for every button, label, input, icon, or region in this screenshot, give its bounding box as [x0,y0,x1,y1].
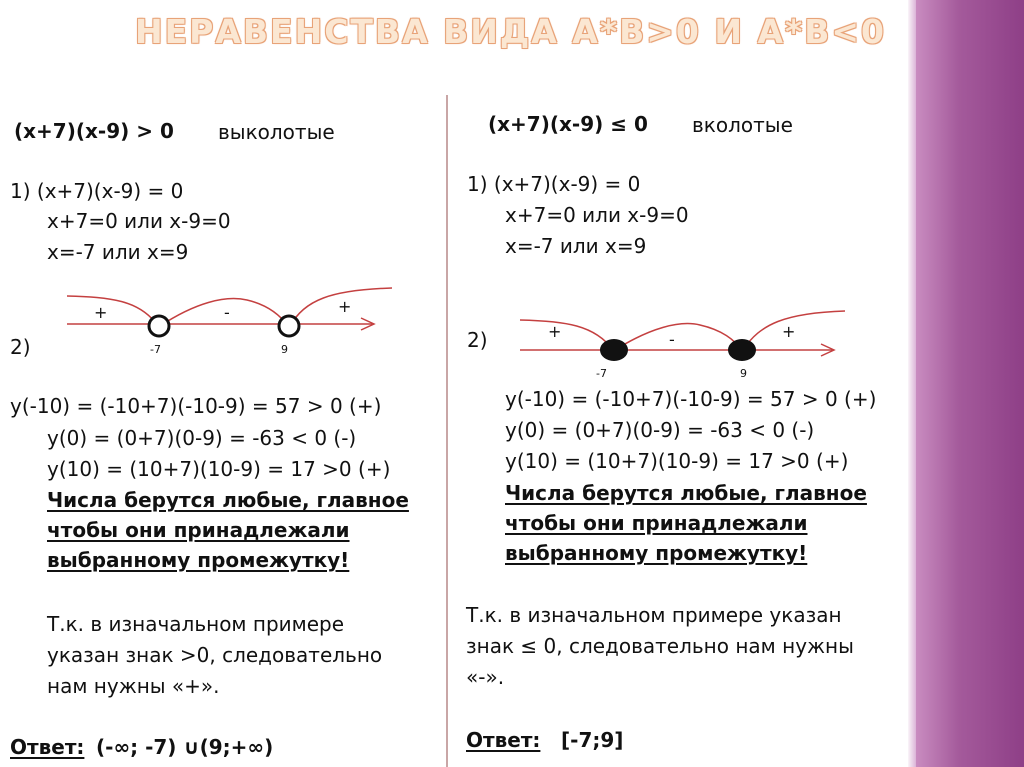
left-point-type: выколотые [218,120,335,144]
left-answer-label: Ответ: [10,735,85,759]
right-sign-plus-1: + [548,322,562,341]
left-conclusion-line-2: указан знак >0, следовательно [47,643,383,667]
right-check-1: y(-10) = (-10+7)(-10-9) = 57 > 0 (+) [505,387,877,411]
right-check-3: y(10) = (10+7)(10-9) = 17 >0 (+) [505,449,849,473]
right-note-line-1: Числа берутся любые, главное [505,481,867,505]
right-note-line-3: выбранному промежутку! [505,541,808,565]
right-closed-point-9 [728,339,756,361]
right-sign-arc-2 [615,324,741,350]
left-step1-roots: x=-7 или x=9 [47,240,189,264]
left-step2-label: 2) [10,335,31,359]
left-point-label-9: 9 [281,343,288,356]
left-note-line-3: выбранному промежутку! [47,548,350,572]
left-sign-plus-2: + [338,297,352,316]
right-sign-minus: - [669,330,675,349]
right-conclusion-line-2: знак ≤ 0, следовательно нам нужны [466,634,854,658]
left-conclusion-line-3: нам нужны «+». [47,674,220,698]
right-point-type: вколотые [692,113,793,137]
left-check-3: y(10) = (10+7)(10-9) = 17 >0 (+) [47,457,391,481]
left-step1-equation: 1) (x+7)(x-9) = 0 [10,179,184,203]
right-conclusion-line-3: «-». [466,665,505,689]
right-inequality: (x+7)(x-9) ≤ 0 [488,112,648,136]
left-point-label-minus7: -7 [150,343,161,356]
left-check-1: y(-10) = (-10+7)(-10-9) = 57 > 0 (+) [10,394,382,418]
left-inequality: (x+7)(x-9) > 0 [14,119,174,143]
left-step1-factors: x+7=0 или x-9=0 [47,209,231,233]
right-step1-roots: x=-7 или x=9 [505,234,647,258]
slide-title: НЕРАВЕНСТВА ВИДА A*B>0 И A*B<0 [135,12,887,51]
right-sign-arc-1 [520,320,613,350]
right-note-line-2: чтобы они принадлежали [505,511,808,535]
left-note-line-2: чтобы они принадлежали [47,518,350,542]
right-point-label-9: 9 [740,367,747,380]
right-step1-equation: 1) (x+7)(x-9) = 0 [467,172,641,196]
right-conclusion-line-1: Т.к. в изначальном примере указан [466,603,842,627]
left-check-2: y(0) = (0+7)(0-9) = -63 < 0 (-) [47,426,357,450]
right-sign-plus-2: + [782,322,796,341]
right-point-label-minus7: -7 [596,367,607,380]
right-closed-point-minus7 [600,339,628,361]
left-answer-value: (-∞; -7) ∪(9;+∞) [96,735,274,759]
left-note-line-1: Числа берутся любые, главное [47,488,409,512]
left-conclusion-line-1: Т.к. в изначальном примере [47,612,345,636]
right-answer-value: [-7;9] [561,728,624,752]
right-step2-label: 2) [467,328,488,352]
right-check-2: y(0) = (0+7)(0-9) = -63 < 0 (-) [505,418,815,442]
left-sign-plus-1: + [94,303,108,322]
left-sign-minus: - [224,303,230,322]
right-answer-label: Ответ: [466,728,541,752]
right-step1-factors: x+7=0 или x-9=0 [505,203,689,227]
